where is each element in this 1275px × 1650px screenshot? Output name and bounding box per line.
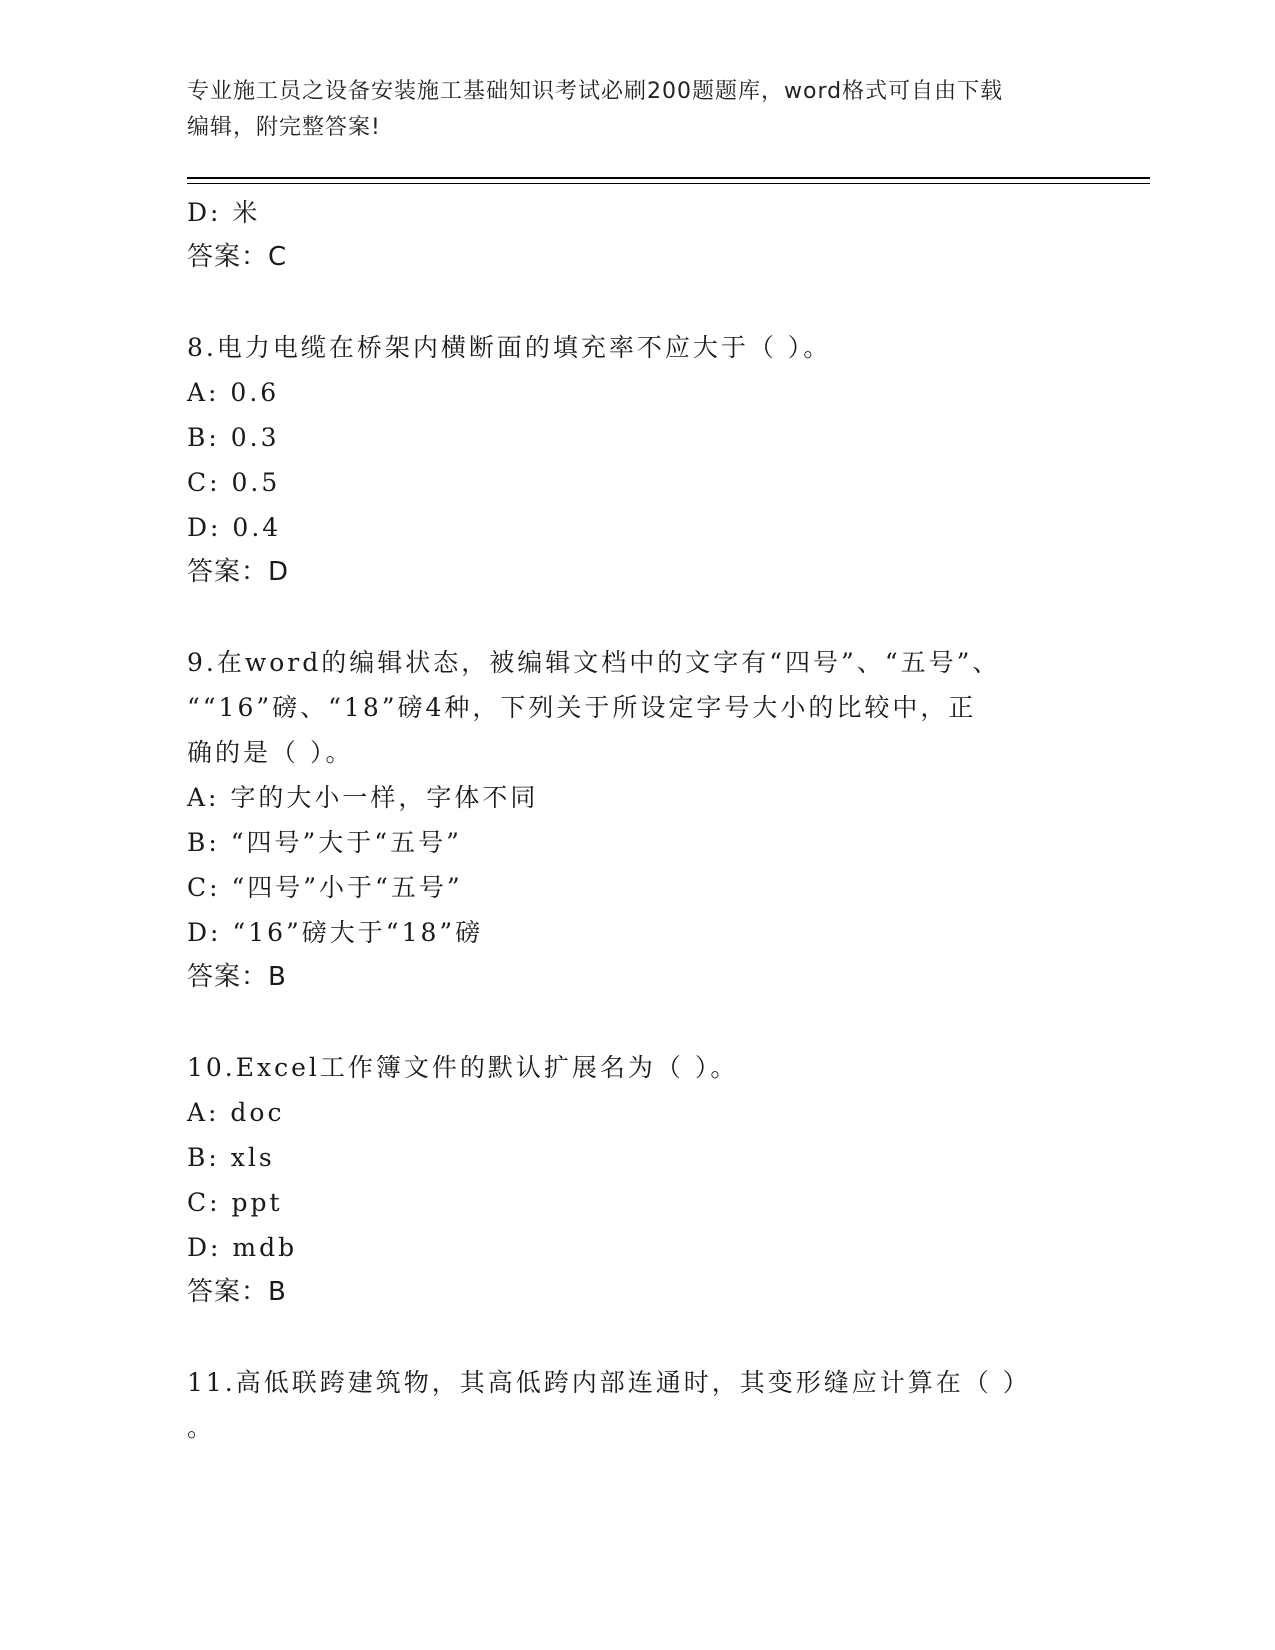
question-text-line-3: 确的是（ ）。 [187, 738, 354, 767]
answer-line: 答案：C [187, 242, 288, 272]
spacer [187, 1315, 1087, 1360]
spacer [187, 595, 1087, 640]
option-c: C: “四号”小于“五号” [187, 873, 463, 902]
option-b: B: xls [187, 1143, 275, 1172]
option-a: A: doc [187, 1098, 285, 1127]
option-d: D: mdb [187, 1233, 298, 1262]
option-c: C: ppt [187, 1188, 283, 1217]
question-8 [187, 325, 1087, 595]
header-divider-thick [187, 177, 1150, 179]
question-text-line-2: ““16”磅、“18”磅4种，下列关于所设定字号大小的比较中，正 [187, 693, 977, 722]
question-text-line-1: 11.高低联跨建筑物，其高低跨内部连通时，其变形缝应计算在（ ） [187, 1368, 1031, 1397]
spacer [187, 1000, 1087, 1045]
question-text: 8.电力电缆在桥架内横断面的填充率不应大于（ ）。 [187, 333, 832, 362]
option-a: A: 0.6 [187, 378, 280, 407]
option-d: D: “16”磅大于“18”磅 [187, 918, 484, 947]
document-header [187, 74, 1067, 146]
option-c: C: 0.5 [187, 468, 281, 497]
question-text: 10.Excel工作簿文件的默认扩展名为（ ）。 [187, 1053, 739, 1082]
option-b: B: “四号”大于“五号” [187, 828, 462, 857]
header-title-line-1: 专业施工员之设备安装施工基础知识考试必刷200题题库，word格式可自由下载 [187, 79, 1004, 104]
question-list [187, 190, 1087, 1450]
spacer [187, 280, 1087, 325]
option-a: A: 字的大小一样，字体不同 [187, 783, 539, 812]
answer-line: 答案：B [187, 962, 287, 992]
option-b: B: 0.3 [187, 423, 280, 452]
header-title-line-2: 编辑，附完整答案! [187, 115, 381, 140]
question-9 [187, 640, 1087, 1000]
option-d: D: 0.4 [187, 513, 282, 542]
question-10 [187, 1045, 1087, 1315]
answer-line: 答案：D [187, 557, 290, 587]
answer-line: 答案：B [187, 1277, 287, 1307]
header-divider-thin [187, 183, 1150, 184]
question-11 [187, 1360, 1087, 1450]
question-text-line-1: 9.在word的编辑状态，被编辑文档中的文字有“四号”、“五号”、 [187, 648, 1001, 677]
option-d: D: 米 [187, 198, 261, 227]
previous-question-tail [187, 190, 1087, 280]
question-text-line-2: 。 [187, 1413, 216, 1442]
